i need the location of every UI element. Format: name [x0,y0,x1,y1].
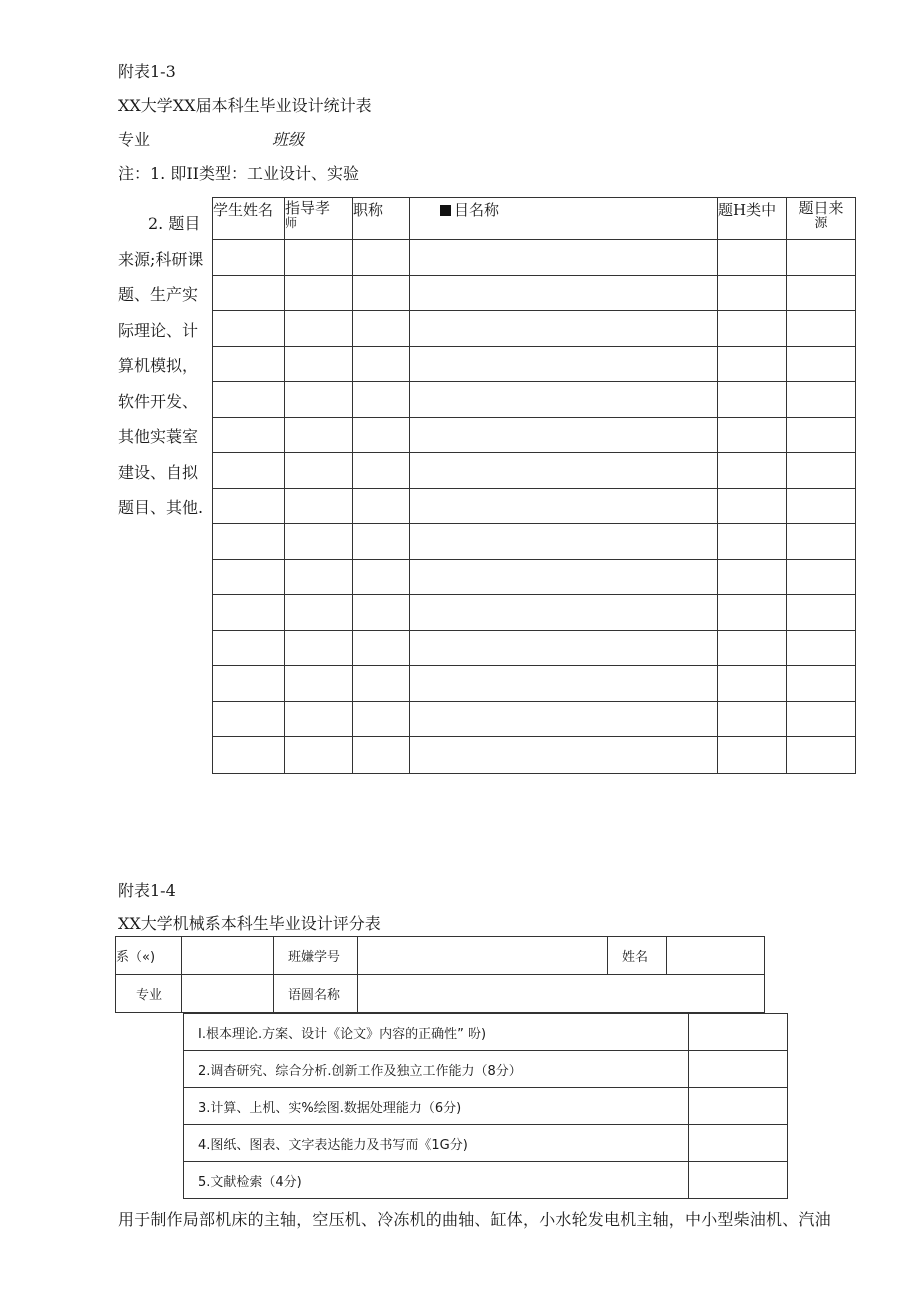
note-line: 注：1. 即II类型：工业设计、实验 [118,164,359,183]
table-row [213,666,856,702]
table-row [213,382,856,418]
statistics-table [212,197,856,774]
note-line: 算机模拟， [118,356,199,375]
name-label: 姓名 [608,937,667,975]
table-row [184,1088,788,1125]
form-title: XX大学机械系本科生毕业设计评分表 [118,914,381,933]
appendix-label: 附表1-4 [118,881,176,900]
square-bullet-icon [440,205,451,216]
score-field[interactable] [689,1162,788,1199]
table-row [184,1051,788,1088]
table-row [184,1162,788,1199]
appendix-label: 附表1-3 [118,62,176,81]
note-line: 来源;科研课 [118,249,204,269]
major-label: 专业 [118,130,151,149]
table-row [213,630,856,666]
class-label: 班级 [272,130,305,149]
table-row [213,240,856,276]
score-field[interactable] [689,1088,788,1125]
dept-label: 系（«) [116,937,182,975]
topic-field[interactable] [358,975,765,1013]
note-line: 2. 题目 [148,214,201,233]
score-field[interactable] [689,1014,788,1051]
dept-field[interactable] [182,937,274,975]
table-row [116,975,765,1013]
note-line: 软件开发、 [118,391,199,411]
score-field[interactable] [689,1125,788,1162]
table-row [184,1014,788,1051]
header-student-name: 学生姓名 [213,198,285,240]
class-id-field[interactable] [358,937,608,975]
note-line: 题目、其他. [118,498,204,517]
note-column [118,206,210,526]
table-row [213,275,856,311]
table-row [116,937,765,975]
major-label: 专业 [116,975,182,1013]
table-row [213,701,856,737]
table-row [213,524,856,560]
class-id-label: 班嫌学号 [274,937,358,975]
header-title: 职称 [353,198,410,240]
note-line: 际理论、计 [118,320,199,340]
major-field[interactable] [182,975,274,1013]
table-row [213,346,856,382]
name-field[interactable] [667,937,765,975]
body-text: 用于制作局部机床的主轴，空压机、冷冻机的曲轴、缸体，小水轮发电机主轴，中小型柴油机、汽油 [118,1210,831,1229]
topic-label: 语圆名称 [274,975,358,1013]
table-row [213,417,856,453]
table-row [213,737,856,774]
student-info-table [115,936,765,1013]
header-topic-type: 题H类中 [718,198,787,240]
form-title: XX大学XX届本科生毕业设计统计表 [118,96,372,115]
header-advisor: 指导孝 师 [285,198,353,240]
table-row [213,453,856,489]
grading-criteria-table [183,1013,788,1199]
criterion-label: I.根本理论.方案、设计《论文》内容的正确性” 吩) [184,1014,689,1051]
table-row [213,311,856,347]
table-row [184,1125,788,1162]
note-line: 建设、自拟 [118,462,199,482]
criterion-label: 4.图纸、图表、文字表达能力及书写而《1G分) [184,1125,689,1162]
header-topic-name: 目名称 [410,198,718,240]
table-header-row [213,198,856,240]
score-field[interactable] [689,1051,788,1088]
criterion-label: 3.计算、上机、实%绘图.数据处理能力（6分) [184,1088,689,1125]
note-line: 题、生产实 [118,285,199,304]
criterion-label: 2.调杳研究、综合分析.创新工作及独立工作能力（8分） [184,1051,689,1088]
table-row [213,559,856,595]
note-line: 其他实蓑室 [118,427,199,446]
table-row [213,488,856,524]
table-row [213,595,856,631]
criterion-label: 5.文献检索（4分) [184,1162,689,1199]
header-topic-source: 题日来 源 [787,198,856,240]
